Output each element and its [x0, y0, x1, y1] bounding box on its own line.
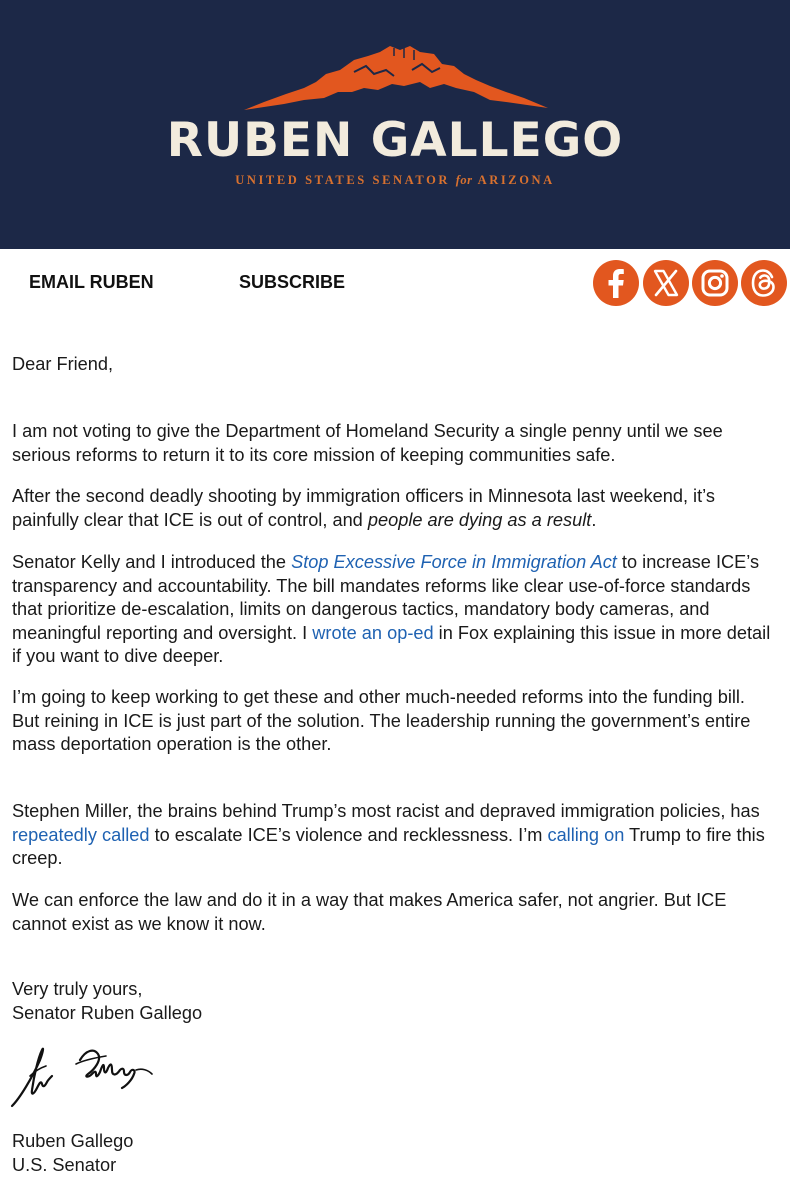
subscribe-link[interactable]: SUBSCRIBE — [239, 272, 346, 292]
greeting: Dear Friend, — [12, 354, 114, 374]
p3-text-a: Senator Kelly and I introduced the — [12, 552, 292, 572]
facebook-icon[interactable] — [593, 260, 639, 306]
mountain-logo — [244, 44, 548, 112]
subtitle-before: UNITED STATES SENATOR — [235, 173, 456, 187]
sign-name: Ruben Gallego — [12, 1131, 134, 1151]
email-ruben-link[interactable]: EMAIL RUBEN — [29, 272, 154, 292]
p5-text-a: Stephen Miller, the brains behind Trump’s most racist and depraved immigration policies, has — [12, 801, 760, 821]
p2-end: . — [591, 509, 597, 530]
stop-excessive-force-link[interactable]: Stop Excessive Force in Immigration Act — [291, 552, 617, 572]
subtitle-for: for — [455, 173, 473, 187]
p3-text-c: in Fox explaining this issue in more detail if you want to dive deeper. — [12, 622, 771, 666]
op-ed-link[interactable]: wrote an op-ed — [312, 622, 434, 643]
paragraph-2 — [12, 485, 778, 532]
brand-subtitle — [0, 172, 790, 188]
p3-text-b: to increase ICE’s transparency and accountability. The bill mandates reforms like clear use-of-force standards that prioritize de-escalation, limits on dangerous tactics, mandatory body cameras, and meaningful reporting and oversight. I — [12, 552, 760, 643]
paragraph-6: We can enforce the law and do it in a way that makes America safer, not angrier. But ICE cannot exist as we know it now. — [12, 890, 727, 934]
closing — [12, 978, 778, 1025]
email-header — [0, 0, 790, 249]
sign-title: U.S. Senator — [12, 1154, 117, 1175]
signature-image — [10, 1040, 155, 1110]
p2-text: After the second deadly shooting by immigration officers in Minnesota last weekend, it’s painfully clear that ICE is out of control, and — [12, 486, 715, 530]
subtitle-after: ARIZONA — [472, 173, 555, 187]
closing-name: Senator Ruben Gallego — [12, 1002, 203, 1023]
signature-block — [12, 1130, 778, 1177]
brand-name: RUBEN GALLEGO — [166, 113, 624, 168]
paragraph-1: I am not voting to give the Department of Homeland Security a single penny until we see serious reforms to return it to its core mission of keeping communities safe. — [12, 421, 723, 465]
closing-line: Very truly yours, — [12, 979, 143, 999]
paragraph-4 — [12, 686, 778, 757]
x-icon[interactable] — [643, 260, 689, 306]
p2-emphasis: people are dying as a result — [367, 509, 592, 530]
p5-text-c: Trump to fire this creep. — [12, 824, 765, 868]
repeatedly-called-link[interactable]: repeatedly called — [12, 824, 150, 845]
p4-line-2: But reining in ICE is just part of the solution. The leadership running the government’s entire mass deportation operation is the other. — [12, 710, 751, 754]
paragraph-5 — [12, 800, 778, 871]
threads-icon[interactable] — [741, 260, 787, 306]
p4-line-1: I’m going to keep working to get these and other much-needed reforms into the funding bill. — [12, 687, 745, 707]
instagram-icon[interactable] — [692, 260, 738, 306]
p5-text-b: to escalate ICE’s violence and recklessness. I’m — [149, 824, 548, 845]
calling-on-link[interactable]: calling on — [547, 824, 625, 845]
paragraph-3 — [12, 551, 778, 669]
